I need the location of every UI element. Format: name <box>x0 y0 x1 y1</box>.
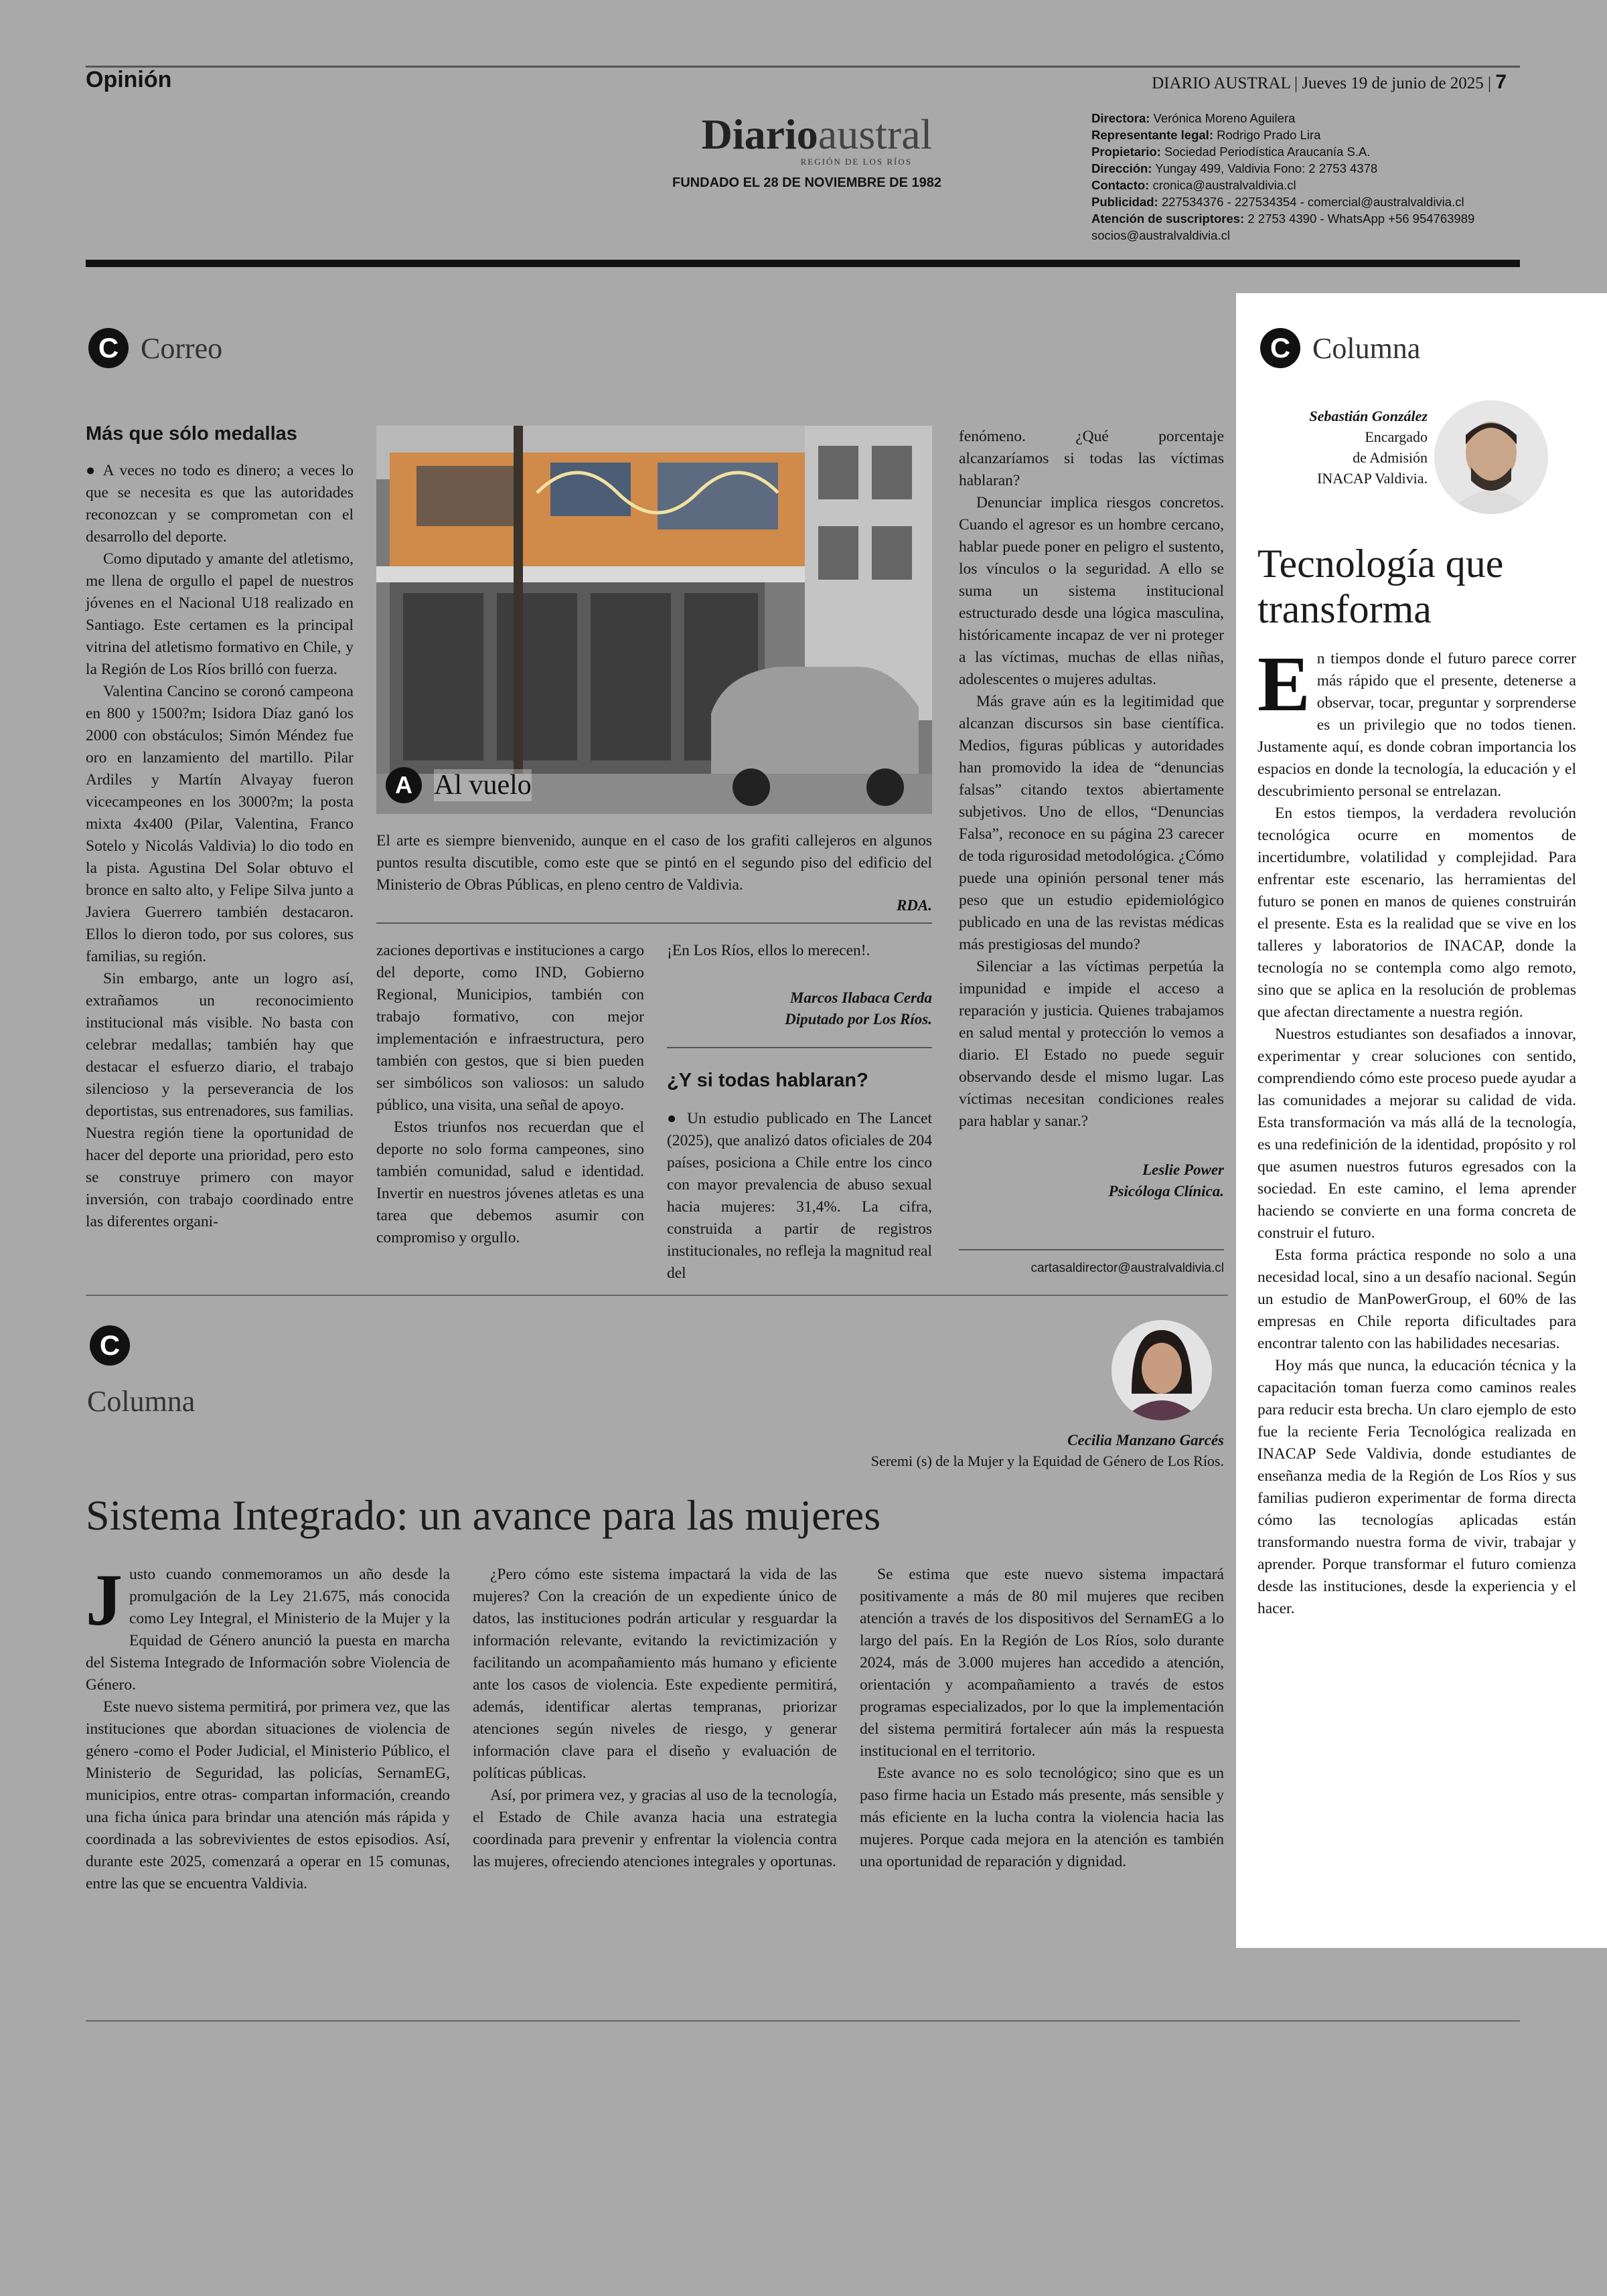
staff-label: Directora: <box>1091 111 1150 125</box>
letter-closing <box>667 940 932 1030</box>
rule <box>959 1249 1224 1250</box>
staff-line <box>1091 110 1474 127</box>
logo-main: Diario <box>701 110 818 158</box>
masthead-rule <box>86 260 1520 267</box>
founded-line: FUNDADO EL 28 DE NOVIEMBRE DE 1982 <box>672 175 941 190</box>
section-title: Columna <box>87 1385 196 1418</box>
column-body <box>1257 640 1576 1620</box>
staff-line <box>1091 210 1474 227</box>
section-label: Opinión <box>86 67 172 92</box>
author-name: Sebastián González <box>1309 408 1428 424</box>
paragraph: Nuestros estudiantes son desafiados a innovar, experimentar y crear soluciones con sentido, comprendiendo cómo este proceso puede ayudar a las comunidades a mejorar su calidad de vida. Esta transformación va más allá de la tecnología, es una redefinición de la identidad, propósito y rol que asumen nuestros futuros egresados con la sociedad. En este camino, el lema aprender haciendo se convierte en una forma concreta de construir el futuro. <box>1257 1026 1576 1242</box>
author-role-line: de Admisión <box>1353 449 1428 466</box>
paragraph: Este nuevo sistema permitirá, por primera vez, que las instituciones que abordan situaciones de violencia de género -como el Poder Judicial, el Ministerio Público, el Ministerio de Seguridad, las policías, SernamEG, municipios, entre otras- compartan información, creando una ficha única para brindar una atención más rápida y coordinada a las sobrevivientes de estos episodios. Así, durante este 2025, comenzará a operar en 15 comunas, entre las que se encuentra Valdivia. <box>86 1698 450 1892</box>
staff-label: Propietario: <box>1091 145 1161 159</box>
column-body-col3 <box>860 1564 1224 1873</box>
author-role-line: INACAP Valdivia. <box>1317 470 1428 487</box>
paragraph: Como diputado y amante del atletismo, me llena de orgullo el papel de nuestros jóvenes en el Nacional U18 realizado en Santiago. Este certamen es la principal vitrina del atletismo formativo en Chile, y la Región de Los Ríos brilló con fuerza. <box>86 550 354 678</box>
closing-line: ¡En Los Ríos, ellos lo merecen!. <box>667 942 870 959</box>
masthead-logo <box>690 112 944 167</box>
letter-continuation <box>959 426 1224 1202</box>
footer-rule <box>86 2020 1520 2022</box>
header-top-rule <box>86 66 1520 68</box>
paragraph: fenómeno. ¿Qué porcentaje alcanzaríamos si todas las víctimas hablaran? <box>959 428 1224 489</box>
signature-name: Leslie Power <box>1142 1161 1224 1178</box>
paragraph: Hoy más que nunca, la educación técnica y la capacitación toman fuerza como caminos reales para reducir esta brecha. Un claro ejemplo de esto fue la reciente Feria Tecnológica realizada en INACAP Sede Valdivia, donde estudiantes de enseñanza media de la Región de Los Ríos y sus familias pudieron experimentar de forma directa cómo las tecnologías aplicadas están transformando nuestra forma de vivir, trabajar y aprender. Porque transformar el futuro comienza desde las instituciones, desde la experiencia y el hacer. <box>1257 1357 1576 1617</box>
paragraph: Valentina Cancino se coronó campeona en 800 y 1500?m; Isidora Díaz ganó los 2000 con obstáculos; Simón Méndez fue oro en lanzamiento del martillo. Pilar Ardiles y Martín Alvayay fueron vicecampeones en los 3000?m; la posta mixta 4x400 (Pilar, Valentina, Franco Sotelo y Nicolás Valdivia) lo dio todo en la pista. Agustina Del Solar obtuvo el bronce en salto alto, y Felipe Silva junto a Javiera Guerrero también destacaron. Ellos lo dieron todo, por sus colores, sus familias, su región. <box>86 683 354 965</box>
paragraph: Esta forma práctica responde no solo a una necesidad local, sino a un desafío nacional. Según un estudio de ManPowerGroup, el 60% de las empresas en Chile reporta dificultades para encontrar talento con las habilidades necesarias. <box>1257 1246 1576 1352</box>
paragraph: En estos tiempos, la verdadera revolución tecnológica ocurre en momentos de incertidumbre, volatilidad y complejidad. Para enfrentar este escenario, las herramientas del futuro se ponen en manos de quienes construirán el presente. Esta es la realidad que se vive en los talleres y laboratorios de INACAP, donde la tecnología no se contempla como algo remoto, sino que se aplica en la resolución de problemas que afectan directamente a nuestra región. <box>1257 805 1576 1021</box>
column-section-header <box>1260 328 1420 368</box>
author-role: Seremi (s) de la Mujer y la Equidad de Género de Los Ríos. <box>870 1453 1224 1469</box>
staff-value: cronica@australvaldivia.cl <box>1152 178 1296 192</box>
drop-cap: J <box>86 1559 123 1641</box>
rule <box>376 922 932 924</box>
letter-title: ¿Y si todas hablaran? <box>667 1070 868 1091</box>
logo-accent: austral <box>818 110 933 158</box>
column-headline: Tecnología que transforma <box>1257 542 1504 631</box>
section-badge: C <box>1260 328 1300 368</box>
staff-value: Verónica Moreno Aguilera <box>1153 111 1296 125</box>
section-title: Columna <box>1312 331 1421 365</box>
column-headline: Sistema Integrado: un avance para las mujeres <box>86 1491 881 1539</box>
author-avatar <box>1112 1320 1212 1420</box>
al-vuelo-badge: A <box>386 767 422 803</box>
staff-box <box>1091 110 1474 244</box>
column-body-col1 <box>86 1559 450 1895</box>
paragraph: Más grave aún es la legitimidad que alcanzan discursos sin base científica. Medios, figuras públicas y autoridades han promovido la idea de “denuncias falsas” citando textos abiertamente subjetivos. Uno de ellos, “Denuncias Falsa”, reconoce en su página 23 carecer de toda rigurosidad metodológica. ¿Cómo puede una opinión personal tener más peso que un estudio epidemiológico publicado en una de las revistas médicas más prestigiosas del mundo? <box>959 693 1224 953</box>
logo-tagline: REGIÓN DE LOS RÍOS <box>800 157 912 167</box>
staff-value: Yungay 499, Valdivia Fono: 2 2753 4378 <box>1155 161 1378 175</box>
staff-value: 227534376 - 227534354 - comercial@australvaldivia.cl <box>1161 195 1464 209</box>
signature-role: Psicóloga Clínica. <box>1108 1183 1224 1200</box>
paragraph: Denunciar implica riesgos concretos. Cuando el agresor es un hombre cercano, hablar puede poner en peligro el sustento, los vínculos o la seguridad. A ello se suma un sistema institucional estructurado desde una lógica masculina, históricamente incapaz de ver ni proteger a las víctimas, muchas de ellas niñas, adolescentes o mujeres adultas. <box>959 494 1224 688</box>
staff-line <box>1091 193 1474 210</box>
staff-line <box>1091 227 1474 244</box>
staff-value: 2 2753 4390 - WhatsApp +56 954763989 <box>1247 212 1475 226</box>
letter-body <box>667 1108 932 1285</box>
staff-label: Publicidad: <box>1091 195 1158 209</box>
letter-body <box>86 460 354 1233</box>
al-vuelo-credit: RDA. <box>896 897 932 914</box>
paragraph: Así, por primera vez, y gracias al uso de la tecnología, el Estado de Chile avanza hacia una estrategia coordinada para prevenir y enfrentar la violencia contra las mujeres, ofreciendo atenciones integrales y oportunas. <box>473 1787 837 1870</box>
letter-title: Más que sólo medallas <box>86 423 297 444</box>
building-photo-image <box>376 426 932 814</box>
drop-cap: E <box>1257 640 1310 728</box>
staff-line <box>1091 177 1474 193</box>
paragraph: Sin embargo, ante un logro así, extrañamos un reconocimiento institucional más visible. No basta con celebrar medallas; también hay que destacar el esfuerzo diario, el trabajo silencioso y la perseverancia de los deportistas, sus entrenadores, sus familias. Nuestra región tiene la oportunidad de hacer del deporte una prioridad, pero esto se construye primero con mayor inversión, con trabajo coordinado entre las diferentes organi- <box>86 970 354 1230</box>
section-badge: C <box>88 328 129 368</box>
staff-label: Contacto: <box>1091 178 1150 192</box>
staff-label: Dirección: <box>1091 161 1152 175</box>
al-vuelo-photo <box>376 426 932 814</box>
author-block <box>1260 406 1428 489</box>
al-vuelo-caption: El arte es siempre bienvenido, aunque en el caso de los grafiti callejeros en algunos puntos resulta discutible, como este que se pintó en el segundo piso del edificio del Ministerio de Obras Públicas, en pleno centro de Valdivia. <box>376 832 932 894</box>
author-portrait-icon <box>1112 1320 1212 1420</box>
page-number: 7 <box>1495 71 1507 93</box>
signature-name: Marcos Ilabaca Cerda <box>789 989 932 1006</box>
bottom-column-badge-wrap <box>90 1325 130 1366</box>
staff-label: Representante legal: <box>1091 128 1213 142</box>
paragraph: Silenciar a las víctimas perpetúa la impunidad e impide el acceso a reparación y justicia. Quienes trabajamos en salud mental y protección lo vemos a diario. El Estado no puede seguir observando desde el mismo lugar. Las víctimas necesitan condiciones reales para hablar y sanar.? <box>959 958 1224 1130</box>
dateline-text: DIARIO AUSTRAL | Jueves 19 de junio de 2025 | <box>1152 74 1492 92</box>
paragraph: Este avance no es solo tecnológico; sino que es un paso firme hacia un Estado más presente, más sensible y más eficiente en la lucha contra la violencia hacia las mujeres. Porque cada mejora en la atención es también una oportunidad de reparación y dignidad. <box>860 1765 1224 1870</box>
paragraph: ● A veces no todo es dinero; a veces lo que se necesita es que las autoridades reconozcan y se comprometan con el desarrollo del deporte. <box>86 462 354 546</box>
signature-role: Diputado por Los Ríos. <box>785 1011 932 1028</box>
staff-line <box>1091 127 1474 143</box>
al-vuelo-title: Al vuelo <box>434 770 532 801</box>
staff-label: Atención de suscriptores: <box>1091 212 1245 226</box>
author-role-line: Encargado <box>1365 428 1428 445</box>
correo-section-header <box>88 328 222 368</box>
section-rule <box>86 1295 1228 1296</box>
paragraph: usto cuando conmemoramos un año desde la promulgación de la Ley 21.675, más conocida como Ley Integral, el Ministerio de la Mujer y la Equidad de Género anunció la puesta en marcha del Sistema Integrado de Información sobre Violencia de Género. <box>86 1566 450 1694</box>
author-avatar <box>1434 400 1548 514</box>
letter-more-than-medals <box>86 423 354 1233</box>
rule <box>667 1047 932 1048</box>
letters-email-link[interactable]: cartasaldirector@australvaldivia.cl <box>1030 1261 1224 1275</box>
staff-line <box>1091 143 1474 160</box>
column-body-col2 <box>473 1564 837 1873</box>
paragraph: ¿Pero cómo este sistema impactará la vida de las mujeres? Con la creación de un expediente único de datos, las instituciones podrán articular y resguardar la información relevante, evitando la revictimización y facilitando un acompañamiento más humano y eficiente ante los casos de violencia. Este expediente permitirá, además, identificar alertas tempranas, priorizar atenciones según niveles de riesgo, y generar información clave para el diseño y evaluación de políticas públicas. <box>473 1566 837 1782</box>
staff-line <box>1091 160 1474 177</box>
section-badge: C <box>90 1325 130 1366</box>
author-portrait-icon <box>1434 400 1548 514</box>
paragraph: ● Un estudio publicado en The Lancet (2025), que analizó datos oficiales de 204 países, posiciona a Chile entre los cinco con mayor prevalencia de abuso sexual hacia mujeres: 31,4%. La cifra, construida a partir de registros institucionales, no refleja la magnitud real del <box>667 1110 932 1282</box>
al-vuelo-label <box>386 767 532 803</box>
paragraph: zaciones deportivas e instituciones a cargo del deporte, como IND, Gobierno Regional, Municipios, también con trabajo formativo, con mejor implementación e infraestructura, pero también con gestos, que si bien pueden ser simbólicos son valiosos: un saludo público, una visita, una señal de apoyo. <box>376 942 644 1114</box>
paragraph: Estos triunfos nos recuerdan que el deporte no solo forma campeones, sino también comunidad, salud e identidad. Invertir en nuestros jóvenes atletas es una tarea que debemos asumir con compromiso y orgullo. <box>376 1119 644 1246</box>
author-name: Cecilia Manzano Garcés <box>1067 1432 1224 1449</box>
paragraph: n tiempos donde el futuro parece correr más rápido que el presente, detenerse a observar, tocar, preguntar y sorprenderse es un privilegio que no todos tienen. Justamente aquí, es donde cobran importancia los espacios en donde la tecnología, la educación y el descubrimiento personal se entrelazan. <box>1257 650 1576 800</box>
letter-continuation <box>376 940 644 1249</box>
letter-if-all-spoke <box>667 1070 932 1285</box>
paragraph: Se estima que este nuevo sistema impactará positivamente a más de 80 mil mujeres que reciben atención a través de los dispositivos del SernamEG a lo largo del país. En la Región de Los Ríos, solo durante 2024, más de 3.000 mujeres han accedido a atención, orientación y acompañamiento a través de estos programas especializados, por lo que la implementación del sistema permitirá fortalecer aún más la respuesta institucional en el territorio. <box>860 1566 1224 1760</box>
right-column-panel <box>1236 293 1607 1948</box>
dateline <box>1152 71 1507 94</box>
staff-value: Sociedad Periodística Araucanía S.A. <box>1164 145 1371 159</box>
section-title: Correo <box>141 331 223 365</box>
staff-value: Rodrigo Prado Lira <box>1217 128 1321 142</box>
staff-value: socios@australvaldivia.cl <box>1091 228 1230 242</box>
